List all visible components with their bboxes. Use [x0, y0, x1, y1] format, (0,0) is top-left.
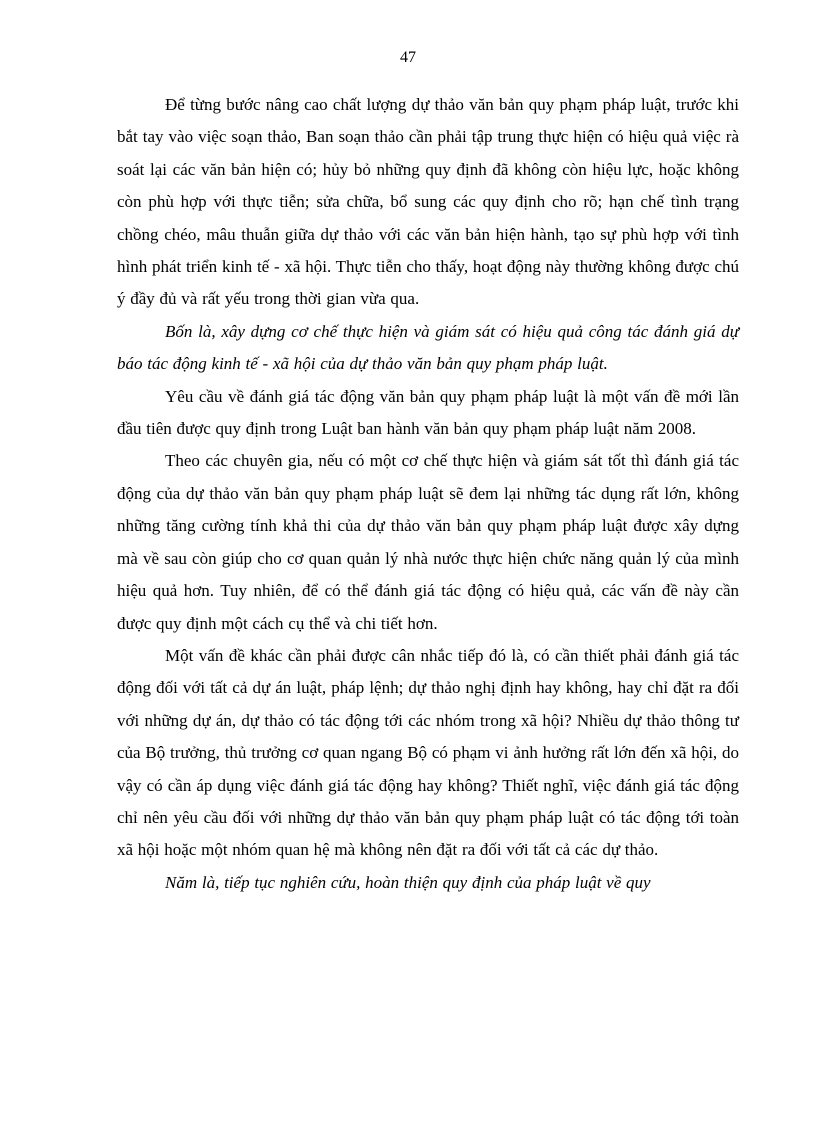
page-number: 47 — [400, 49, 416, 66]
paragraph-point-four-heading: Bốn là, xây dựng cơ chế thực hiện và giám sát có hiệu quả công tác đánh giá dự báo tác động kinh tế - xã hội của dự thảo văn bản quy phạm pháp luật. — [117, 321, 739, 374]
paragraph-expert-opinion: Theo các chuyên gia, nếu có một cơ chế thực hiện và giám sát tốt thì đánh giá tác động của dự thảo văn bản quy phạm pháp luật sẽ đem lại những tác dụng rất lớn, không những tăng cường tính khả thi của dự thảo văn bản quy phạm pháp luật được xây dựng mà về sau còn giúp cho cơ quan quản lý nhà nước thực hiện chức năng quản lý của mình hiệu quả hơn. Tuy nhiên, để có thể đánh giá tác động có hiệu quả, các vấn đề này cần được quy định một cách cụ thể và chi tiết hơn. — [117, 451, 739, 633]
paragraph-point-five-heading: Năm là, tiếp tục nghiên cứu, hoàn thiện quy định của pháp luật về quy — [165, 872, 651, 892]
document-body — [117, 89, 739, 899]
paragraph-impact-assessment-requirement: Yêu cầu về đánh giá tác động văn bản quy phạm pháp luật là một vấn đề mới lần đầu tiên được quy định trong Luật ban hành văn bản quy phạm pháp luật năm 2008. — [117, 386, 739, 439]
paragraph-review-existing-documents: Để từng bước nâng cao chất lượng dự thảo văn bản quy phạm pháp luật, trước khi bắt tay vào việc soạn thảo, Ban soạn thảo cần phải tập trung thực hiện có hiệu quả việc rà soát lại các văn bản hiện có; hủy bỏ những quy định đã không còn hiệu lực, hoặc không còn phù hợp với thực tiễn; sửa chữa, bổ sung các quy định cho rõ; hạn chế tình trạng chồng chéo, mâu thuẫn giữa dự thảo với các văn bản hiện hành, tạo sự phù hợp với tình hình phát triển kinh tế - xã hội. Thực tiễn cho thấy, hoạt động này thường không được chú ý đầy đủ và rất yếu trong thời gian vừa qua. — [117, 95, 739, 309]
paragraph-scope-question: Một vấn đề khác cần phải được cân nhắc tiếp đó là, có cần thiết phải đánh giá tác động đối với tất cả dự án luật, pháp lệnh; dự thảo nghị định hay không, hay chỉ đặt ra đối với những dự án, dự thảo có tác động tới các nhóm trong xã hội? Nhiều dự thảo thông tư của Bộ trưởng, thủ trưởng cơ quan ngang Bộ có phạm vi ảnh hưởng rất lớn đến xã hội, do vậy có cần áp dụng việc đánh giá tác động hay không? Thiết nghĩ, việc đánh giá tác động chỉ nên yêu cầu đối với những dự thảo văn bản quy phạm pháp luật có tác động tới toàn xã hội hoặc một nhóm quan hệ mà không nên đặt ra đối với tất cả các dự thảo. — [117, 645, 739, 860]
